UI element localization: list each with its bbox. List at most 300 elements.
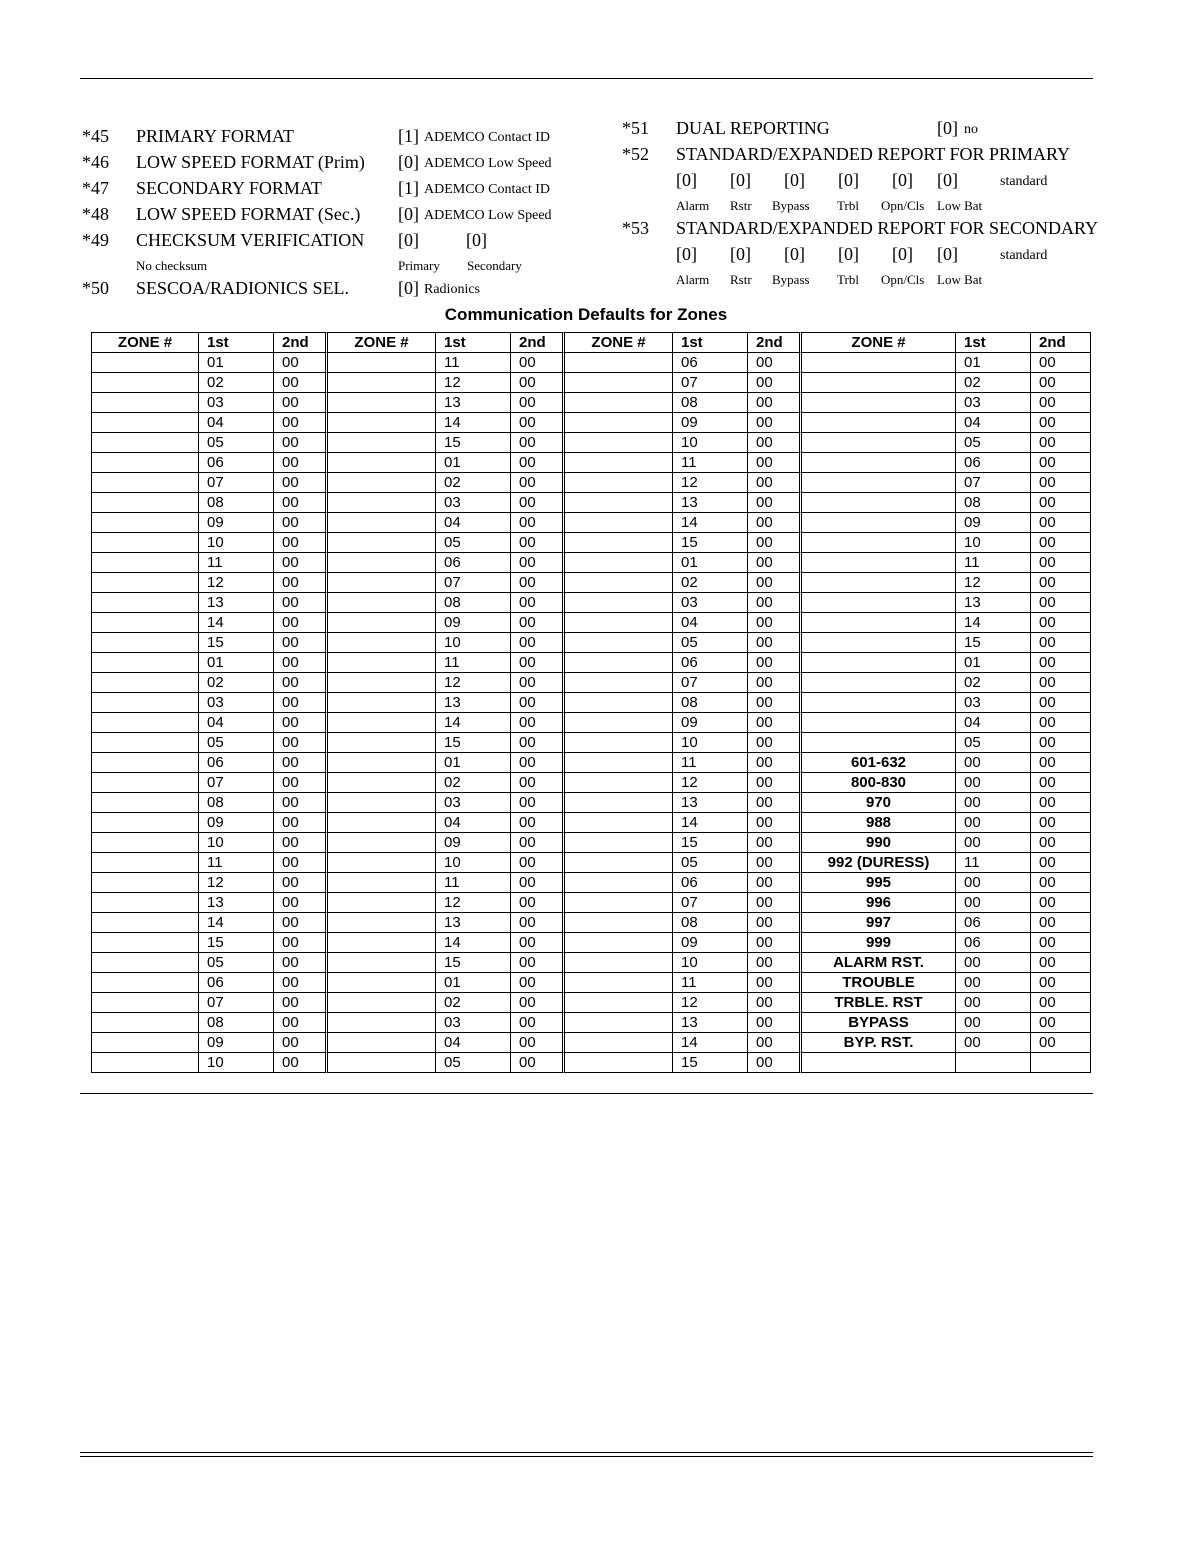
first-cell: 01 [199, 353, 274, 373]
second-cell: 00 [274, 373, 328, 393]
second-cell: 00 [748, 613, 802, 633]
second-cell: 00 [1031, 713, 1091, 733]
first-cell: 00 [956, 813, 1031, 833]
second-cell: 00 [1031, 1033, 1091, 1053]
first-cell: 02 [199, 373, 274, 393]
second-cell: 00 [511, 653, 565, 673]
report-type-label: Rstr [730, 272, 752, 287]
zone-cell [565, 413, 673, 433]
second-cell: 00 [274, 773, 328, 793]
zone-cell [328, 673, 436, 693]
first-cell: 12 [436, 673, 511, 693]
table-row [91, 633, 1091, 653]
first-cell: 06 [673, 873, 748, 893]
zone-cell [565, 513, 673, 533]
zone-cell [328, 713, 436, 733]
first-cell: 01 [956, 353, 1031, 373]
second-cell: 00 [511, 773, 565, 793]
zone-cell: 970 [802, 793, 956, 813]
first-cell: 01 [673, 553, 748, 573]
zone-cell [91, 373, 199, 393]
first-cell: 14 [436, 413, 511, 433]
second-cell: 00 [748, 893, 802, 913]
second-cell: 00 [511, 573, 565, 593]
second-cell: 00 [748, 353, 802, 373]
zone-cell [91, 833, 199, 853]
report-value: [0] [676, 170, 697, 190]
report-value: [0] [892, 244, 913, 264]
second-cell: 00 [274, 693, 328, 713]
zone-cell [328, 893, 436, 913]
first-cell: 14 [673, 1033, 748, 1053]
zone-cell [91, 633, 199, 653]
option-53-labels [622, 267, 1182, 289]
table-row [91, 753, 1091, 773]
zone-cell [328, 493, 436, 513]
second-cell: 00 [274, 793, 328, 813]
report-type-label: Alarm [676, 198, 710, 213]
second-cell: 00 [1031, 353, 1091, 373]
table-row [91, 713, 1091, 733]
second-cell: 00 [1031, 393, 1091, 413]
second-cell: 00 [511, 493, 565, 513]
zone-cell [91, 573, 199, 593]
option-51 [622, 115, 1182, 141]
second-cell: 00 [1031, 493, 1091, 513]
first-cell: 07 [673, 893, 748, 913]
zone-cell [91, 413, 199, 433]
zone-cell [328, 353, 436, 373]
option-row [82, 175, 582, 201]
zone-cell [802, 493, 956, 513]
table-row [91, 573, 1091, 593]
first-cell: 04 [673, 613, 748, 633]
zone-cell [565, 913, 673, 933]
zone-cell: BYPASS [802, 1013, 956, 1033]
table-row [91, 413, 1091, 433]
zone-cell [565, 773, 673, 793]
second-cell: 00 [511, 913, 565, 933]
second-cell: 00 [748, 513, 802, 533]
first-cell: 14 [436, 713, 511, 733]
second-cell: 00 [748, 813, 802, 833]
second-cell: 00 [274, 553, 328, 573]
right-options-pane [622, 115, 1182, 289]
second-cell: 00 [748, 913, 802, 933]
first-cell: 06 [199, 973, 274, 993]
second-cell: 00 [274, 893, 328, 913]
second-cell: 00 [1031, 453, 1091, 473]
zone-cell [91, 1053, 199, 1073]
report-type-label: Low Bat [937, 198, 983, 213]
first-cell: 09 [956, 513, 1031, 533]
second-cell: 00 [274, 393, 328, 413]
second-cell: 00 [1031, 673, 1091, 693]
first-cell: 01 [436, 973, 511, 993]
second-cell: 00 [274, 913, 328, 933]
zone-cell [328, 453, 436, 473]
first-cell: 11 [436, 873, 511, 893]
second-cell: 00 [1031, 413, 1091, 433]
first-cell: 13 [436, 393, 511, 413]
first-cell: 14 [673, 813, 748, 833]
zone-cell [328, 813, 436, 833]
report-description: standard [1000, 248, 1048, 263]
option-description: Radionics [424, 282, 480, 297]
zone-cell: TROUBLE [802, 973, 956, 993]
second-cell: 00 [1031, 733, 1091, 753]
zone-cell [565, 753, 673, 773]
second-cell: 00 [748, 1053, 802, 1073]
first-cell: 15 [673, 1053, 748, 1073]
zone-cell [802, 553, 956, 573]
first-cell [956, 1053, 1031, 1073]
first-cell: 14 [199, 913, 274, 933]
first-cell: 13 [199, 593, 274, 613]
second-cell: 00 [511, 713, 565, 733]
second-cell: 00 [1031, 513, 1091, 533]
first-cell: 05 [199, 953, 274, 973]
table-row [91, 1013, 1091, 1033]
zone-cell [91, 453, 199, 473]
second-cell: 00 [1031, 753, 1091, 773]
table-row [91, 1033, 1091, 1053]
option-description: ADEMCO Low Speed [424, 156, 552, 171]
zone-cell [91, 773, 199, 793]
option-value: [0] [398, 278, 419, 298]
zone-cell [91, 593, 199, 613]
second-cell: 00 [511, 1013, 565, 1033]
second-cell: 00 [511, 873, 565, 893]
zone-cell [802, 473, 956, 493]
zone-cell [565, 453, 673, 473]
option-number: *46 [82, 152, 109, 172]
first-cell: 10 [673, 433, 748, 453]
second-cell: 00 [748, 873, 802, 893]
report-value: [0] [784, 244, 805, 264]
zone-cell [565, 973, 673, 993]
zone-cell [91, 693, 199, 713]
zone-cell [565, 533, 673, 553]
second-cell: 00 [511, 533, 565, 553]
option-number: *47 [82, 178, 109, 198]
zone-cell [91, 1013, 199, 1033]
first-cell: 12 [436, 893, 511, 913]
zone-cell [91, 913, 199, 933]
first-cell: 11 [956, 853, 1031, 873]
first-cell: 15 [673, 533, 748, 553]
first-cell: 03 [436, 1013, 511, 1033]
first-cell: 08 [199, 793, 274, 813]
second-cell: 00 [748, 533, 802, 553]
second-cell: 00 [274, 873, 328, 893]
second-cell: 00 [748, 933, 802, 953]
zone-cell [91, 993, 199, 1013]
first-cell: 09 [436, 613, 511, 633]
zone-cell [565, 433, 673, 453]
option-50 [82, 275, 582, 301]
table-row [91, 373, 1091, 393]
first-cell: 04 [956, 413, 1031, 433]
option-number: *53 [622, 218, 649, 238]
zone-cell [328, 933, 436, 953]
zone-cell [328, 913, 436, 933]
left-options-pane [82, 123, 582, 301]
second-cell: 00 [511, 993, 565, 1013]
second-cell: 00 [748, 693, 802, 713]
zone-cell [802, 693, 956, 713]
table-row [91, 653, 1091, 673]
zone-cell [91, 813, 199, 833]
option-label: SESCOA/RADIONICS SEL. [136, 278, 350, 298]
option-label: CHECKSUM VERIFICATION [136, 230, 365, 250]
option-number: *50 [82, 278, 109, 298]
second-cell: 00 [748, 973, 802, 993]
zone-cell: 800-830 [802, 773, 956, 793]
option-description: no [964, 122, 978, 137]
zone-cell [91, 753, 199, 773]
first-cell: 08 [673, 913, 748, 933]
table-row [91, 953, 1091, 973]
zone-cell [565, 873, 673, 893]
zone-cell [565, 813, 673, 833]
second-cell: 00 [511, 373, 565, 393]
report-description: standard [1000, 174, 1048, 189]
second-cell: 00 [274, 473, 328, 493]
second-cell: 00 [748, 713, 802, 733]
second-cell: 00 [1031, 953, 1091, 973]
first-cell: 07 [673, 373, 748, 393]
second-cell: 00 [748, 1033, 802, 1053]
zone-cell [565, 993, 673, 1013]
option-53-values [622, 241, 1182, 267]
report-value: [0] [730, 170, 751, 190]
zone-cell [802, 713, 956, 733]
zone-cell [565, 353, 673, 373]
zone-cell [802, 733, 956, 753]
zone-cell: 990 [802, 833, 956, 853]
first-cell: 06 [436, 553, 511, 573]
zone-cell: 997 [802, 913, 956, 933]
second-cell [1031, 1053, 1091, 1073]
report-value: [0] [784, 170, 805, 190]
first-cell: 12 [673, 773, 748, 793]
zone-cell [328, 633, 436, 653]
second-cell: 00 [511, 473, 565, 493]
first-cell: 13 [673, 1013, 748, 1033]
zone-cell [328, 853, 436, 873]
first-cell: 01 [436, 753, 511, 773]
first-cell: 03 [436, 493, 511, 513]
first-cell: 11 [673, 753, 748, 773]
table-row [91, 673, 1091, 693]
report-value: [0] [937, 244, 958, 264]
option-label: DUAL REPORTING [676, 118, 830, 138]
zone-cell [802, 633, 956, 653]
table-row [91, 733, 1091, 753]
left-option-list [82, 123, 582, 227]
zone-cell [565, 473, 673, 493]
report-type-label: Low Bat [937, 272, 983, 287]
first-cell: 04 [199, 413, 274, 433]
footer-rule-2 [80, 1456, 1093, 1457]
first-cell: 09 [673, 413, 748, 433]
zone-cell [91, 1033, 199, 1053]
second-cell: 00 [1031, 933, 1091, 953]
zone-cell [91, 473, 199, 493]
second-header: 2nd [1031, 332, 1091, 353]
second-cell: 00 [1031, 913, 1091, 933]
report-type-label: Opn/Cls [881, 198, 925, 213]
report-type-label: Trbl [837, 272, 859, 287]
table-row [91, 453, 1091, 473]
second-cell: 00 [511, 953, 565, 973]
first-cell: 07 [673, 673, 748, 693]
report-type-label: Bypass [772, 272, 810, 287]
option-number: *48 [82, 204, 109, 224]
zone-cell [565, 493, 673, 513]
zone-cell [91, 433, 199, 453]
zone-cell [328, 793, 436, 813]
option-number: *49 [82, 230, 109, 250]
first-cell: 07 [199, 993, 274, 1013]
second-header: 2nd [274, 332, 328, 353]
table-row [91, 873, 1091, 893]
table-row [91, 933, 1091, 953]
second-cell: 00 [748, 733, 802, 753]
second-cell: 00 [748, 473, 802, 493]
primary-label: Primary [398, 258, 440, 273]
second-cell: 00 [748, 773, 802, 793]
second-cell: 00 [511, 1033, 565, 1053]
first-header: 1st [956, 332, 1031, 353]
zone-cell [328, 753, 436, 773]
table-row [91, 473, 1091, 493]
second-cell: 00 [1031, 653, 1091, 673]
option-52-labels [622, 193, 1182, 215]
zone-cell [565, 1013, 673, 1033]
second-cell: 00 [1031, 473, 1091, 493]
zone-cell: 999 [802, 933, 956, 953]
zone-cell [91, 953, 199, 973]
zone-cell [91, 513, 199, 533]
first-cell: 09 [673, 933, 748, 953]
first-cell: 12 [199, 873, 274, 893]
first-cell: 07 [956, 473, 1031, 493]
zone-cell: 996 [802, 893, 956, 913]
second-cell: 00 [511, 733, 565, 753]
second-cell: 00 [1031, 773, 1091, 793]
report-value: [0] [676, 244, 697, 264]
first-cell: 00 [956, 953, 1031, 973]
second-cell: 00 [1031, 593, 1091, 613]
first-cell: 01 [436, 453, 511, 473]
first-cell: 00 [956, 833, 1031, 853]
first-cell: 00 [956, 973, 1031, 993]
first-cell: 06 [673, 653, 748, 673]
zone-cell [565, 793, 673, 813]
first-cell: 05 [956, 733, 1031, 753]
zone-header: ZONE # [565, 332, 673, 353]
report-type-label: Bypass [772, 198, 810, 213]
second-cell: 00 [511, 353, 565, 373]
second-cell: 00 [1031, 873, 1091, 893]
report-type-label: Opn/Cls [881, 272, 925, 287]
zone-cell [802, 513, 956, 533]
second-cell: 00 [511, 633, 565, 653]
first-cell: 15 [956, 633, 1031, 653]
zone-cell [565, 733, 673, 753]
zone-cell: 601-632 [802, 753, 956, 773]
first-cell: 09 [673, 713, 748, 733]
zone-cell [328, 553, 436, 573]
second-cell: 00 [1031, 993, 1091, 1013]
first-cell: 05 [956, 433, 1031, 453]
zone-cell [565, 853, 673, 873]
first-cell: 15 [199, 933, 274, 953]
zone-cell [802, 653, 956, 673]
report-value: [0] [838, 170, 859, 190]
first-cell: 09 [199, 1033, 274, 1053]
table-row [91, 533, 1091, 553]
zone-cell [802, 373, 956, 393]
option-49 [82, 227, 582, 253]
zone-cell [328, 973, 436, 993]
zone-cell [328, 533, 436, 553]
zone-cell [91, 973, 199, 993]
first-cell: 08 [199, 493, 274, 513]
first-cell: 04 [956, 713, 1031, 733]
second-cell: 00 [748, 553, 802, 573]
first-header: 1st [199, 332, 274, 353]
zone-cell: 988 [802, 813, 956, 833]
second-cell: 00 [274, 673, 328, 693]
second-cell: 00 [511, 593, 565, 613]
first-cell: 10 [956, 533, 1031, 553]
first-cell: 10 [673, 733, 748, 753]
second-cell: 00 [274, 1053, 328, 1073]
first-cell: 04 [199, 713, 274, 733]
second-cell: 00 [511, 973, 565, 993]
report-type-label: Alarm [676, 272, 710, 287]
table-row [91, 493, 1091, 513]
second-cell: 00 [511, 813, 565, 833]
option-label: LOW SPEED FORMAT (Sec.) [136, 204, 361, 224]
option-description: ADEMCO Low Speed [424, 208, 552, 223]
zone-cell [802, 673, 956, 693]
second-cell: 00 [748, 653, 802, 673]
zone-cell [328, 993, 436, 1013]
second-cell: 00 [274, 513, 328, 533]
first-cell: 01 [199, 653, 274, 673]
second-cell: 00 [274, 753, 328, 773]
zone-cell [802, 613, 956, 633]
first-cell: 05 [199, 733, 274, 753]
first-cell: 05 [199, 433, 274, 453]
first-cell: 00 [956, 873, 1031, 893]
zone-cell [802, 393, 956, 413]
second-cell: 00 [1031, 973, 1091, 993]
first-cell: 09 [199, 813, 274, 833]
second-cell: 00 [274, 973, 328, 993]
second-cell: 00 [1031, 553, 1091, 573]
option-description: ADEMCO Contact ID [424, 130, 550, 145]
first-cell: 12 [673, 993, 748, 1013]
second-cell: 00 [1031, 893, 1091, 913]
zone-cell [565, 573, 673, 593]
second-cell: 00 [274, 953, 328, 973]
zone-cell [565, 893, 673, 913]
